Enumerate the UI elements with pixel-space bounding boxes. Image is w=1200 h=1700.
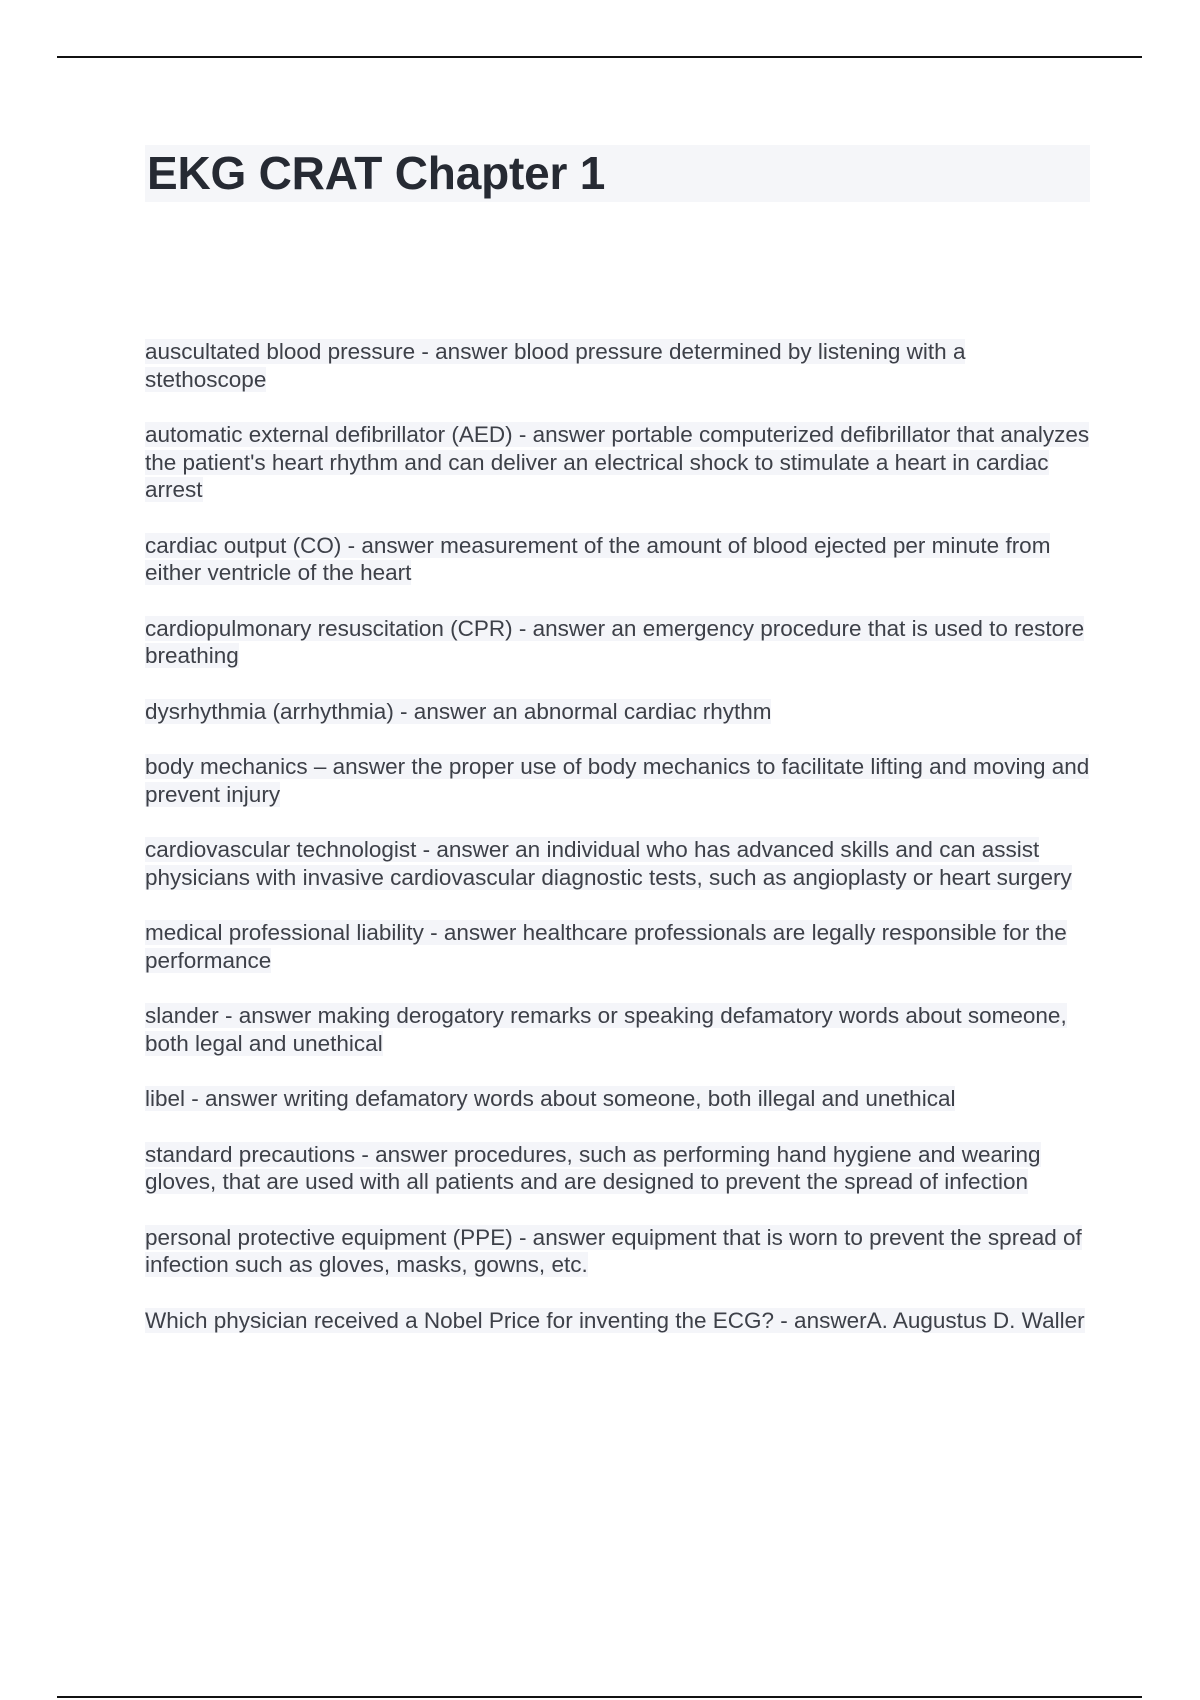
flashcard-text: standard precautions - answer procedures, such as performing hand hygiene and wearing gloves, that are used with all patients and are designed to prevent the spread of infection	[145, 1141, 1041, 1194]
flashcard-text: cardiovascular technologist - answer an individual who has advanced skills and can assist physicians with invasive cardiovascular diagnostic tests, such as angioplasty or heart surgery	[145, 837, 1072, 890]
flashcard-text: cardiac output (CO) - answer measurement of the amount of blood ejected per minute from either ventricle of the heart	[145, 532, 1051, 585]
flashcard-entry	[145, 919, 1090, 974]
flashcard-entry	[145, 615, 1090, 670]
flashcard-text: libel - answer writing defamatory words about someone, both illegal and unethical	[145, 1086, 956, 1111]
top-divider	[57, 56, 1142, 58]
flashcard-entry	[145, 421, 1090, 504]
flashcard-entry	[145, 698, 1090, 726]
flashcard-text: body mechanics – answer the proper use of body mechanics to facilitate lifting and moving and prevent injury	[145, 754, 1090, 807]
flashcard-text: medical professional liability - answer healthcare professionals are legally responsible for the performance	[145, 920, 1067, 973]
page-title: EKG CRAT Chapter 1	[147, 147, 606, 199]
flashcard-text: dysrhythmia (arrhythmia) - answer an abnormal cardiac rhythm	[145, 698, 772, 724]
flashcard-entry	[145, 1307, 1090, 1335]
flashcard-entry	[145, 1085, 1090, 1113]
flashcard-text: slander - answer making derogatory remarks or speaking defamatory words about someone, both legal and unethical	[145, 1003, 1067, 1056]
flashcard-entry	[145, 532, 1090, 587]
flashcard-entry	[145, 1141, 1090, 1196]
flashcard-text: cardiopulmonary resuscitation (CPR) - answer an emergency procedure that is used to restore breathing	[145, 615, 1085, 668]
flashcard-text: Which physician received a Nobel Price for inventing the ECG? - answerA. Augustus D. Waller	[145, 1307, 1085, 1333]
flashcard-entry	[145, 836, 1090, 891]
flashcard-entry	[145, 1224, 1090, 1279]
flashcard-entry	[145, 338, 1090, 393]
flashcard-text: auscultated blood pressure - answer blood pressure determined by listening with a stethoscope	[145, 339, 966, 392]
flashcard-list	[145, 338, 1090, 1362]
title-block	[145, 145, 1090, 202]
bottom-divider	[57, 1696, 1142, 1698]
flashcard-entry	[145, 1002, 1090, 1057]
flashcard-text: automatic external defibrillator (AED) - answer portable computerized defibrillator that analyzes the patient's heart rhythm and can deliver an electrical shock to stimulate a heart in cardiac arrest	[145, 422, 1090, 502]
flashcard-entry	[145, 753, 1090, 808]
flashcard-text: personal protective equipment (PPE) - answer equipment that is worn to prevent the spread of infection such as gloves, masks, gowns, etc.	[145, 1224, 1082, 1277]
